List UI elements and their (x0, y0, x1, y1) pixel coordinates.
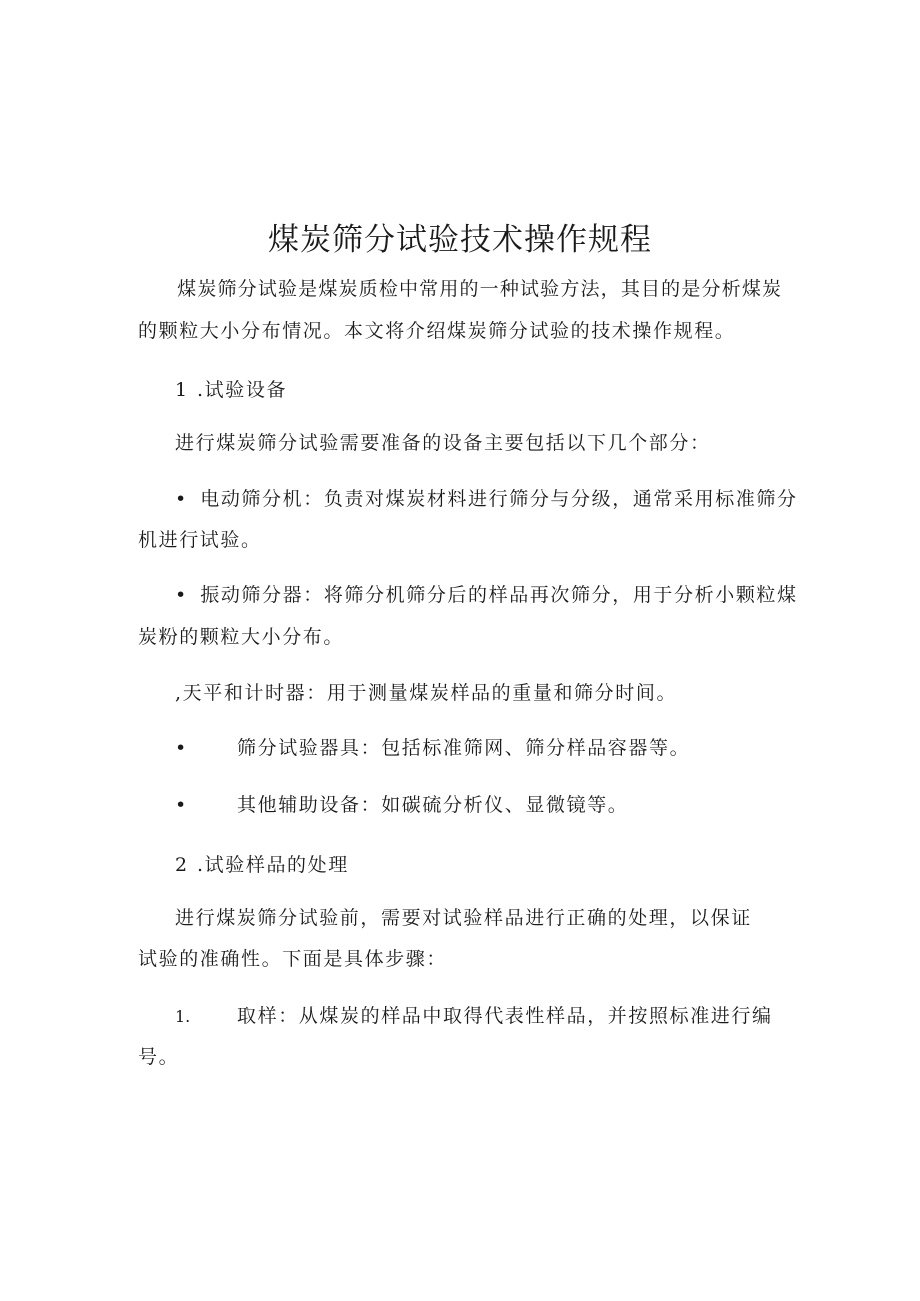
intro-text-1: 煤炭筛分试验是煤炭质检中常用的一种试验方法，其目的是分析煤炭 (176, 278, 781, 300)
equipment-item-4 (175, 735, 690, 761)
equipment-item-2-line-1 (175, 582, 798, 608)
equipment-item-2-line-2: 炭粉的颗粒大小分布。 (138, 626, 345, 648)
section-2-lead-line-1: 进行煤炭筛分试验前，需要对试验样品进行正确的处理，以保证 (175, 907, 752, 929)
equipment-item-5 (175, 792, 628, 818)
section-1-number: 1 (175, 379, 188, 401)
bullet-icon: • (175, 488, 187, 510)
step-1-number: 1. (175, 1007, 191, 1026)
bullet-icon: • (175, 794, 187, 816)
equipment-item-1-line-2: 机进行试验。 (138, 529, 262, 551)
section-2-number: 2 (175, 854, 188, 876)
equipment-item-3: ,天平和计时器：用于测量煤炭样品的重量和筛分时间。 (175, 682, 678, 704)
section-1-lead: 进行煤炭筛分试验需要准备的设备主要包括以下几个部分： (175, 432, 711, 454)
section-1-title: .试验设备 (197, 379, 288, 401)
bullet-icon: • (175, 584, 187, 606)
equipment-item-1-line-1 (175, 486, 798, 512)
equipment-item-1-text: 电动筛分机：负责对煤炭材料进行筛分与分级，通常采用标准筛分 (200, 488, 798, 510)
equipment-item-5-text: 其他辅助设备：如碳硫分析仪、显微镜等。 (237, 794, 629, 816)
processing-step-1-line-1 (175, 1003, 773, 1030)
intro-line-1 (138, 276, 781, 302)
document-title: 煤炭筛分试验技术操作规程 (268, 222, 652, 258)
equipment-item-2-text: 振动筛分器：将筛分机筛分后的样品再次筛分，用于分析小颗粒煤 (200, 584, 798, 606)
section-2-lead-line-2: 试验的准确性。下面是具体步骤： (138, 948, 448, 970)
section-2-title: .试验样品的处理 (197, 854, 349, 876)
section-1-heading (175, 377, 287, 403)
intro-line-2: 的颗粒大小分布情况。本文将介绍煤炭筛分试验的技术操作规程。 (138, 320, 736, 342)
processing-step-1-line-2: 号。 (138, 1046, 180, 1068)
equipment-item-4-text: 筛分试验器具：包括标准筛网、筛分样品容器等。 (237, 737, 691, 759)
bullet-icon: • (175, 737, 187, 759)
section-2-heading (175, 852, 349, 878)
processing-step-1-text: 取样：从煤炭的样品中取得代表性样品，并按照标准进行编 (237, 1005, 773, 1027)
